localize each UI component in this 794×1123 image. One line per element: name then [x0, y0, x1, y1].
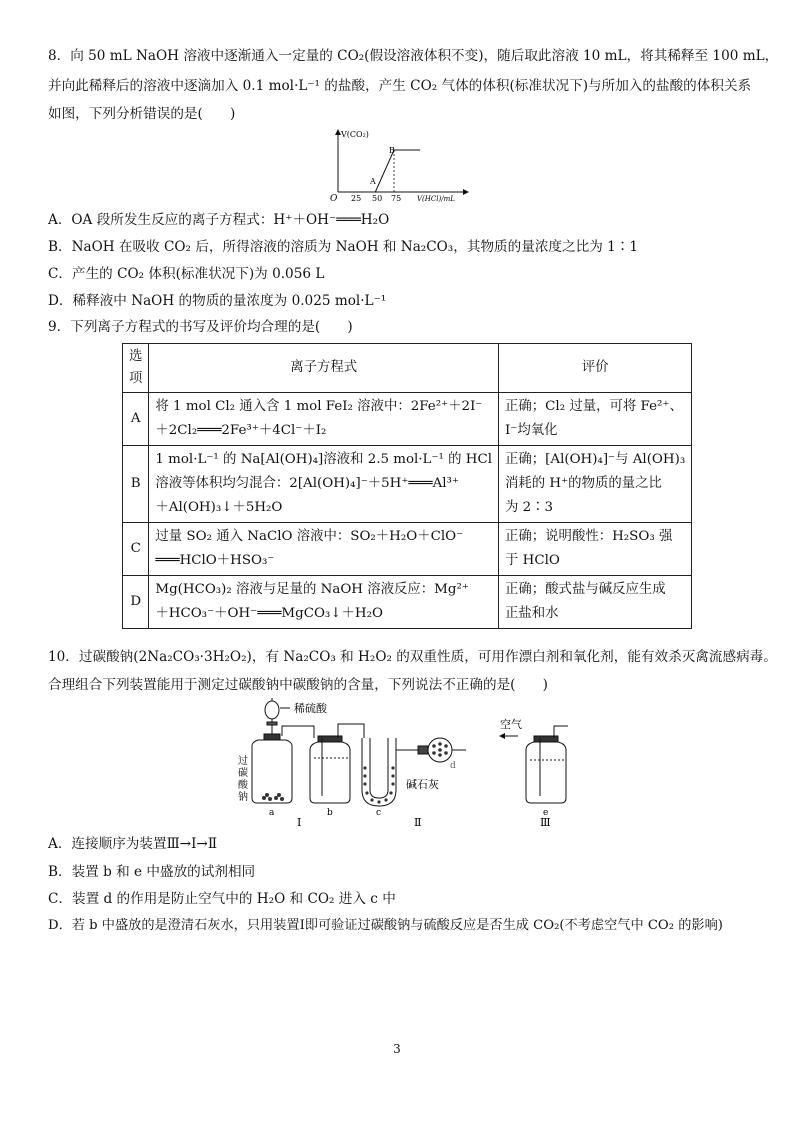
header-option: 选项 [123, 344, 149, 393]
evaluation-line: 于 HClO [505, 553, 560, 568]
sample-label-1: 过 [238, 756, 248, 767]
letter-d: d [450, 761, 456, 771]
row-equation [149, 576, 499, 629]
sample-label-2: 碳 [238, 768, 248, 779]
q8-option-a[interactable]: A．OA 段所发生反应的离子方程式：H⁺＋OH⁻═══H₂O [48, 212, 390, 228]
row-equation [149, 393, 499, 446]
equation-line: ＋Al(OH)₃↓＋5H₂O [155, 500, 283, 515]
row-evaluation [499, 393, 692, 446]
q10-option-c[interactable]: C．装置 d 的作用是防止空气中的 H₂O 和 CO₂ 进入 c 中 [48, 891, 396, 907]
q8-option-c[interactable]: C．产生的 CO₂ 体积(标准状况下)为 0.056 L [48, 266, 325, 282]
equation-line: 将 1 mol Cl₂ 通入含 1 mol FeI₂ 溶液中：2Fe²⁺＋2I⁻ [155, 399, 483, 414]
table-row[interactable] [123, 523, 692, 576]
row-option: A [123, 393, 149, 446]
letter-c: c [376, 808, 382, 818]
page-number: 3 [393, 1042, 401, 1056]
sample-label-4: 钠 [238, 792, 248, 803]
equation-line: 1 mol·L⁻¹ 的 Na[Al(OH)₄]溶液和 2.5 mol·L⁻¹ 的 HCl [155, 452, 492, 467]
q9-evaluation-table [122, 343, 692, 629]
co2-volume-graph [326, 124, 476, 204]
evaluation-line: 消耗的 H⁺的物质的量之比 [505, 476, 662, 491]
row-equation [149, 523, 499, 576]
row-evaluation [499, 446, 692, 523]
evaluation-line: 正确；酸式盐与碱反应生成 [505, 582, 666, 597]
bottle-e [526, 742, 566, 803]
row-option: D [123, 576, 149, 629]
q8-stem-line-3: 如图，下列分析错误的是( ) [48, 106, 236, 122]
apparatus-diagram [234, 698, 574, 828]
point-a-label: A [370, 177, 376, 186]
q8-stem-line-2: 并向此稀释后的溶液中逐滴加入 0.1 mol·L⁻¹ 的盐酸，产生 CO₂ 气体的体积(标准状况下)与所加入的盐酸的体积关系 [48, 78, 752, 94]
equation-line: 溶液等体积均匀混合：2[Al(OH)₄]⁻＋5H⁺═══Al³⁺ [155, 476, 459, 491]
equation-line: Mg(HCO₃)₂ 溶液与足量的 NaOH 溶液反应：Mg²⁺ [155, 582, 469, 597]
evaluation-line: 正确；说明酸性：H₂SO₃ 强 [505, 529, 673, 544]
equation-line: ═══HClO＋HSO₃⁻ [155, 553, 275, 568]
co2-series-line [338, 150, 420, 192]
row-evaluation [499, 576, 692, 629]
table-header-row [123, 344, 692, 393]
x-tick-25: 25 [351, 194, 362, 203]
point-b-label: B [389, 146, 395, 155]
table-row[interactable] [123, 393, 692, 446]
q9-stem: 9．下列离子方程式的书写及评价均合理的是( ) [48, 319, 353, 335]
separatory-funnel [265, 701, 279, 719]
q8-option-b[interactable]: B．NaOH 在吸收 CO₂ 后，所得溶液的溶质为 NaOH 和 Na₂CO₃，其物质的量浓度之比为 1∶1 [48, 239, 638, 255]
header-evaluation: 评价 [499, 344, 692, 393]
group-label-3: Ⅲ [540, 816, 551, 828]
q8-stem-line-1: 8．向 50 mL NaOH 溶液中逐渐通入一定量的 CO₂(假设溶液体积不变)，随后取此溶液 10 mL，将其稀释至 100 mL， [48, 48, 779, 64]
u-tube-c [362, 738, 396, 806]
x-tick-75: 75 [391, 194, 402, 203]
row-option: C [123, 523, 149, 576]
q8-option-d[interactable]: D．稀释液中 NaOH 的物质的量浓度为 0.025 mol·L⁻¹ [48, 293, 387, 309]
letter-b: b [327, 808, 333, 818]
table-row[interactable] [123, 446, 692, 523]
equation-line: ＋2Cl₂═══2Fe³⁺＋4Cl⁻＋I₂ [155, 423, 327, 438]
evaluation-line: 正盐和水 [505, 606, 559, 621]
equation-line: ＋HCO₃⁻＋OH⁻═══MgCO₃↓＋H₂O [155, 606, 383, 621]
table-row[interactable] [123, 576, 692, 629]
letter-e: e [543, 808, 549, 818]
y-axis-label: V(CO₂) [341, 130, 369, 139]
q10-stem-line-2: 合理组合下列装置能用于测定过碳酸钠中碳酸钠的含量，下列说法不正确的是( ) [48, 677, 548, 693]
group-label-2: Ⅱ [414, 816, 422, 828]
header-equation: 离子方程式 [149, 344, 499, 393]
bottle-b [310, 742, 350, 803]
row-option: B [123, 446, 149, 523]
lime-label: 碱石灰 [406, 778, 439, 791]
equation-line: 过量 SO₂ 通入 NaClO 溶液中：SO₂＋H₂O＋ClO⁻ [155, 529, 464, 544]
evaluation-line: 正确；Cl₂ 过量，可将 Fe²⁺、 [505, 399, 683, 414]
row-equation [149, 446, 499, 523]
evaluation-line: I⁻均氧化 [505, 423, 558, 438]
evaluation-line: 正确；[Al(OH)₄]⁻与 Al(OH)₃ [505, 452, 686, 467]
q10-option-a[interactable]: A．连接顺序为装置Ⅲ→Ⅰ→Ⅱ [48, 836, 218, 852]
q10-stem-line-1: 10．过碳酸钠(2Na₂CO₃·3H₂O₂)，有 Na₂CO₃ 和 H₂O₂ 的双重性质，可用作漂白剂和氧化剂，能有效杀灭禽流感病毒。 [48, 649, 777, 665]
evaluation-line: 为 2∶3 [505, 500, 554, 515]
q10-option-b[interactable]: B．装置 b 和 e 中盛放的试剂相同 [48, 864, 256, 880]
bottle-a [252, 740, 292, 803]
acid-label: 稀硫酸 [294, 702, 327, 715]
air-label: 空气 [500, 718, 522, 731]
group-label-1: Ⅰ [297, 816, 302, 828]
letter-a: a [269, 808, 275, 818]
x-axis-label: V(HCl)/mL [417, 195, 455, 203]
x-tick-50: 50 [372, 194, 383, 203]
sample-label-3: 酸 [238, 780, 248, 791]
origin-label: O [330, 194, 338, 204]
row-evaluation [499, 523, 692, 576]
q10-option-d[interactable]: D．若 b 中盛放的是澄清石灰水，只用装置Ⅰ即可验证过碳酸钠与硫酸反应是否生成 CO₂(不考虑空气中 CO₂ 的影响) [48, 918, 723, 933]
